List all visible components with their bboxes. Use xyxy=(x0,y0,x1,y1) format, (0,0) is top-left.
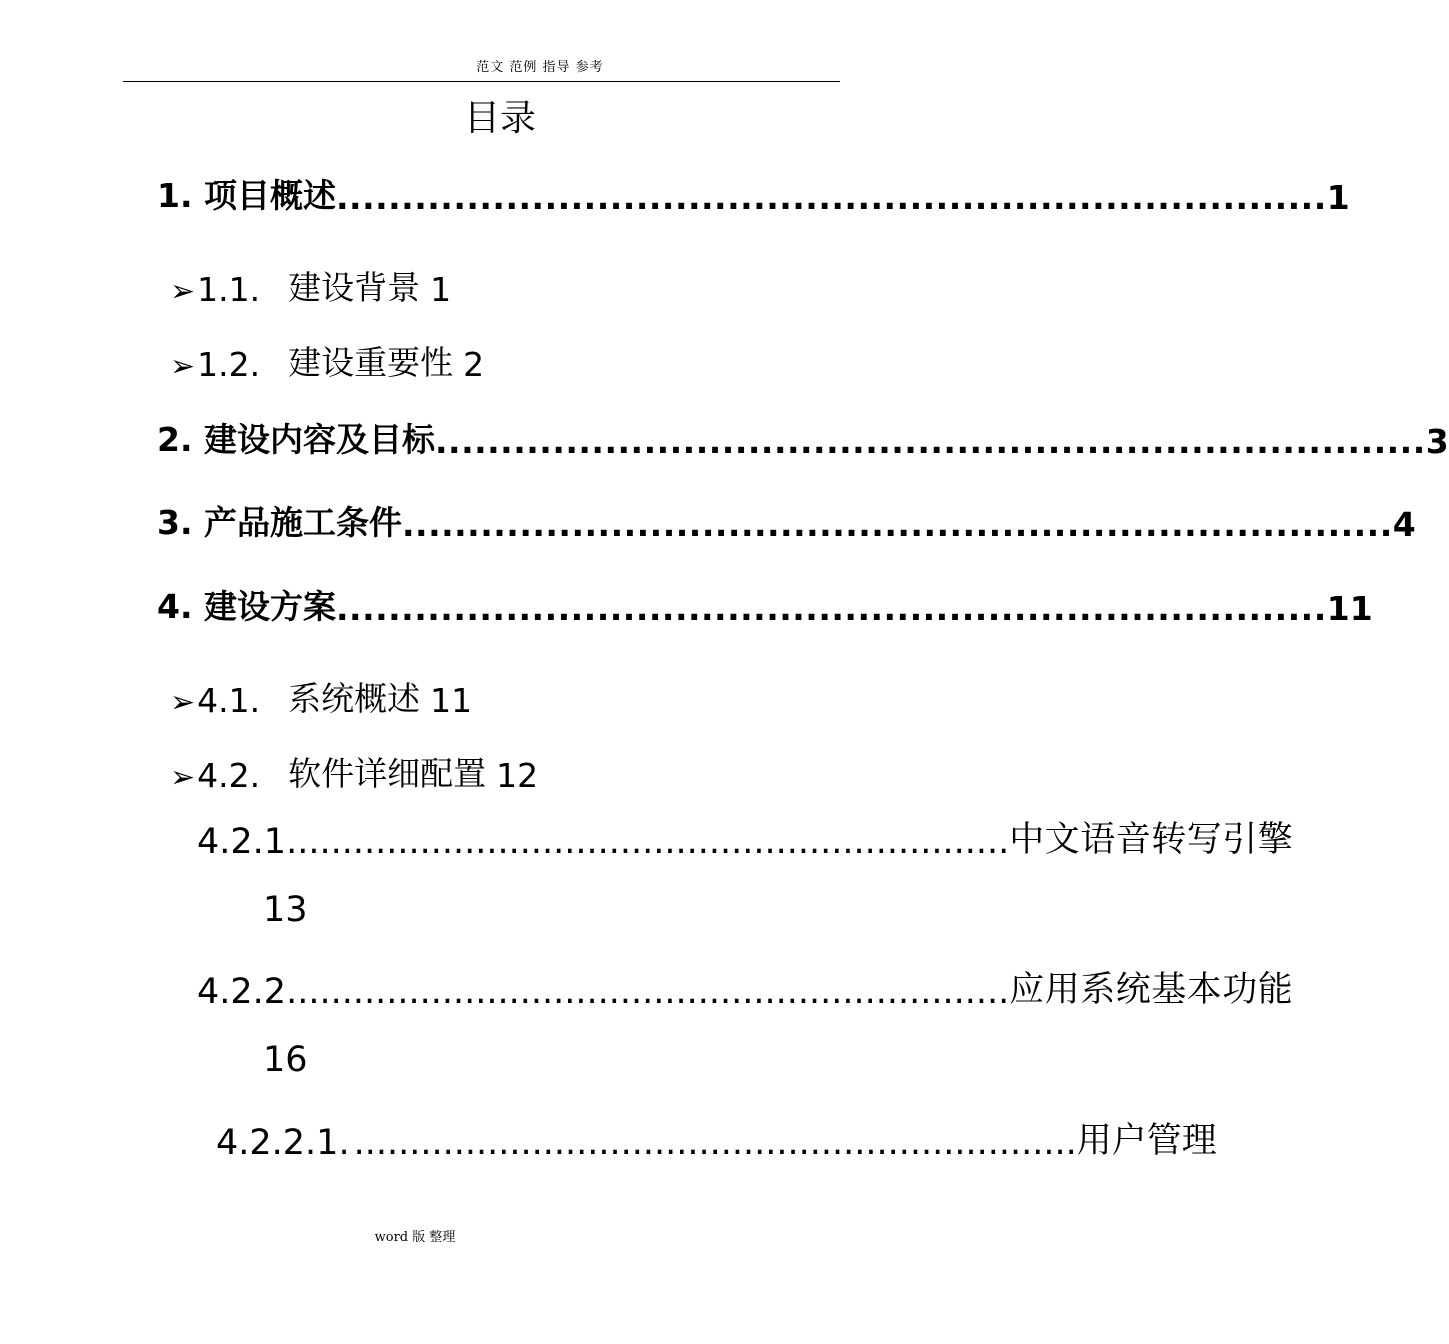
toc-entry-page: 11 xyxy=(1326,589,1373,628)
toc-entry-1-2[interactable] xyxy=(170,340,484,384)
toc-entry-label: 2. 建设内容及目标 xyxy=(157,420,435,459)
toc-entry-label: 软件详细配置 xyxy=(288,754,487,793)
toc-entry-number: 4.2.2.1. xyxy=(216,1123,350,1163)
toc-entry-label: 建设重要性 xyxy=(288,343,454,382)
toc-entry-page: 12 xyxy=(496,756,539,795)
toc-entry-4-2[interactable] xyxy=(170,751,538,795)
toc-entry-page: 4 xyxy=(1392,505,1416,544)
dot-leader: ............................................................................ xyxy=(402,505,1393,544)
dot-leader: ............................................................................ xyxy=(435,422,1426,461)
toc-entry-label: 系统概述 xyxy=(288,679,421,718)
toc-entry-label: 建设背景 xyxy=(288,268,421,307)
header-rule xyxy=(123,81,840,82)
toc-entry-page: 13 xyxy=(263,890,308,930)
toc-entry-4[interactable] xyxy=(157,584,1373,628)
toc-entry-label: 用户管理 xyxy=(1076,1121,1217,1161)
arrow-bullet-icon: ➢ xyxy=(170,274,196,309)
arrow-bullet-icon: ➢ xyxy=(170,685,196,720)
toc-entry-page: 1 xyxy=(430,270,452,309)
dot-leader: ................................................................. xyxy=(286,822,1010,862)
toc-entry-label: 4. 建设方案 xyxy=(157,587,336,626)
toc-entry-label: 1. 项目概述 xyxy=(157,176,336,215)
toc-entry-number: 4.2.1 xyxy=(197,822,287,862)
toc-entry-4-2-2-1[interactable] xyxy=(216,1117,1217,1163)
arrow-bullet-icon: ➢ xyxy=(170,760,196,795)
dot-leader: ................................................................. xyxy=(286,972,1010,1012)
dot-leader: ................................................................. xyxy=(353,1123,1077,1163)
toc-entry-page: 2 xyxy=(463,345,485,384)
toc-entry-page: 11 xyxy=(430,681,473,720)
toc-entry-1-1[interactable] xyxy=(170,265,451,309)
toc-entry-number: 4.2.2 xyxy=(197,972,287,1012)
dot-leader: ............................................................................ xyxy=(336,589,1327,628)
arrow-bullet-icon: ➢ xyxy=(170,349,196,384)
toc-entry-4-2-1[interactable] xyxy=(197,816,1294,862)
toc-title: 目录 xyxy=(463,98,536,139)
toc-entry-number: 1.2. xyxy=(197,345,261,384)
page-header: 范文 范例 指导 参考 xyxy=(476,60,604,75)
toc-entry-label: 应用系统基本功能 xyxy=(1009,970,1294,1010)
toc-entry-3[interactable] xyxy=(157,500,1416,544)
toc-entry-2[interactable] xyxy=(157,417,1449,461)
toc-entry-number: 4.2. xyxy=(197,756,261,795)
toc-entry-number: 1.1. xyxy=(197,270,261,309)
toc-entry-page: 16 xyxy=(263,1040,308,1080)
page-footer: word 版 整理 xyxy=(374,1230,456,1245)
toc-entry-4-1[interactable] xyxy=(170,676,472,720)
toc-entry-number: 4.1. xyxy=(197,681,261,720)
toc-entry-label: 中文语音转写引擎 xyxy=(1009,820,1294,860)
toc-entry-1[interactable] xyxy=(157,173,1350,217)
dot-leader: ............................................................................ xyxy=(336,178,1327,217)
toc-entry-page: 3 xyxy=(1425,422,1449,461)
toc-entry-4-2-2[interactable] xyxy=(197,966,1294,1012)
toc-entry-label: 3. 产品施工条件 xyxy=(157,503,402,542)
toc-entry-page: 1 xyxy=(1326,178,1350,217)
